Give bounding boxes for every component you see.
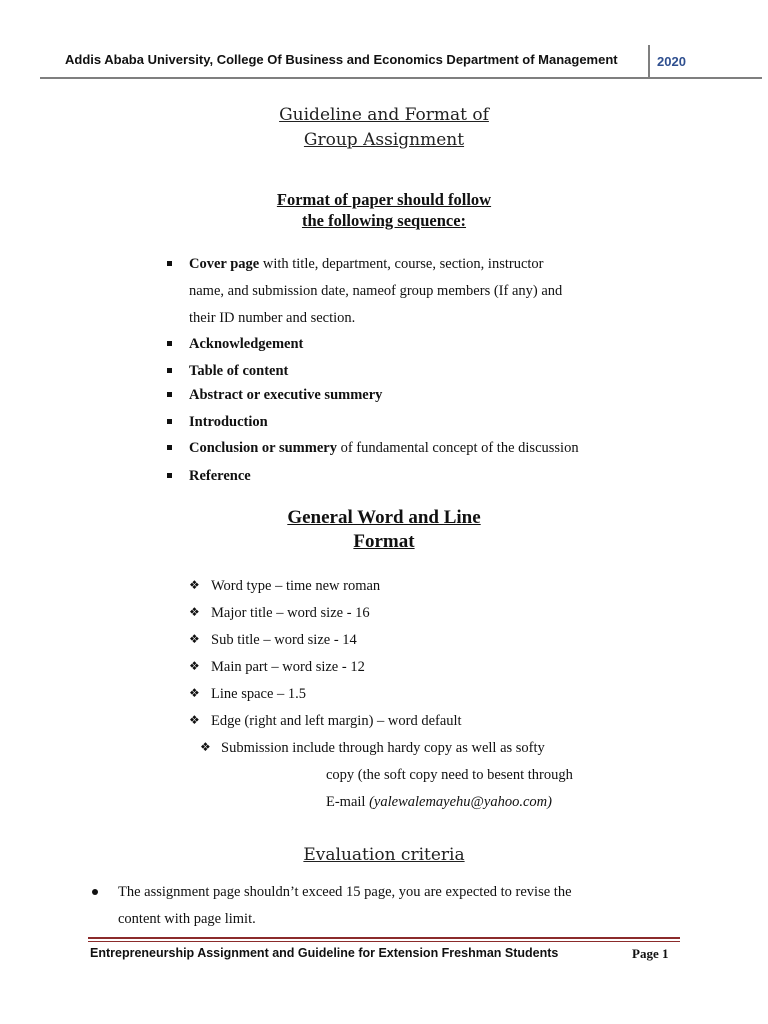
conclusion-label: Conclusion or summery [189, 440, 337, 456]
rule-main-part: Main part – word size - 12 [211, 659, 365, 675]
square-bullet-icon [167, 445, 172, 450]
evaluation-item-line2: content with page limit. [118, 911, 256, 927]
email-address: (yalewalemayehu@yahoo.com) [369, 794, 552, 810]
list-item-intro: Introduction [189, 414, 268, 430]
evaluation-heading: Evaluation criteria [303, 845, 465, 865]
general-heading-line2: Format [353, 531, 415, 552]
cover-label: Cover page [189, 256, 260, 272]
rule-submission-line2: copy (the soft copy need to besent through [326, 767, 573, 783]
list-item-ref: Reference [189, 468, 251, 484]
diamond-bullet-icon: ❖ [189, 605, 200, 619]
diamond-bullet-icon: ❖ [189, 686, 200, 700]
diamond-bullet-icon: ❖ [189, 659, 200, 673]
rule-major-title: Major title – word size - 16 [211, 605, 370, 621]
format-heading-line1: Format of paper should follow [276, 190, 492, 209]
square-bullet-icon [167, 392, 172, 397]
header-divider [648, 45, 650, 79]
footer-rule-thin [88, 941, 680, 942]
footer-rule-thick [88, 937, 680, 939]
rule-word-type: Word type – time new roman [211, 578, 381, 594]
page-number: Page 1 [632, 946, 669, 961]
diamond-bullet-icon: ❖ [189, 632, 200, 646]
list-item-toc: Table of content [189, 363, 289, 379]
main-title-line1: Guideline and Format of [279, 105, 489, 125]
square-bullet-icon [167, 473, 172, 478]
main-title-line2: Group Assignment [303, 130, 465, 150]
rule-line-space: Line space – 1.5 [211, 686, 307, 702]
list-item-ack: Acknowledgement [189, 336, 304, 352]
list-item-abstract: Abstract or executive summery [189, 387, 383, 403]
rule-sub-title: Sub title – word size - 14 [211, 632, 357, 648]
rule-submission-line1: Submission include through hardy copy as well as softy [221, 740, 545, 756]
cover-desc-line3: their ID number and section. [189, 310, 356, 326]
header-year: 2020 [657, 54, 686, 69]
conclusion-desc: of fundamental concept of the discussion [336, 440, 579, 456]
diamond-bullet-icon: ❖ [189, 578, 200, 592]
diamond-bullet-icon: ❖ [200, 740, 211, 754]
email-prefix: E-mail [326, 794, 370, 810]
cover-desc: with title, department, course, section, instructor [259, 256, 544, 272]
evaluation-item-line1: The assignment page shouldn’t exceed 15 page, you are expected to revise the [118, 884, 572, 900]
square-bullet-icon [167, 341, 172, 346]
square-bullet-icon [167, 261, 172, 266]
square-bullet-icon [167, 368, 172, 373]
cover-desc-line2: name, and submission date, nameof group members (If any) and [189, 283, 563, 299]
header-title: Addis Ababa University, College Of Business and Economics Department of Management [65, 52, 618, 67]
footer-title: Entrepreneurship Assignment and Guideline for Extension Freshman Students [90, 946, 559, 960]
format-heading-line2: the following sequence: [301, 211, 467, 230]
list-item-conclusion [189, 439, 579, 457]
list-item-cover [189, 255, 544, 273]
rule-edge: Edge (right and left margin) – word default [211, 713, 462, 729]
square-bullet-icon [167, 419, 172, 424]
diamond-bullet-icon: ❖ [189, 713, 200, 727]
general-heading-line1: General Word and Line [287, 507, 481, 528]
round-bullet-icon [92, 889, 98, 895]
header-rule [40, 77, 762, 79]
rule-submission-line3 [326, 793, 552, 811]
